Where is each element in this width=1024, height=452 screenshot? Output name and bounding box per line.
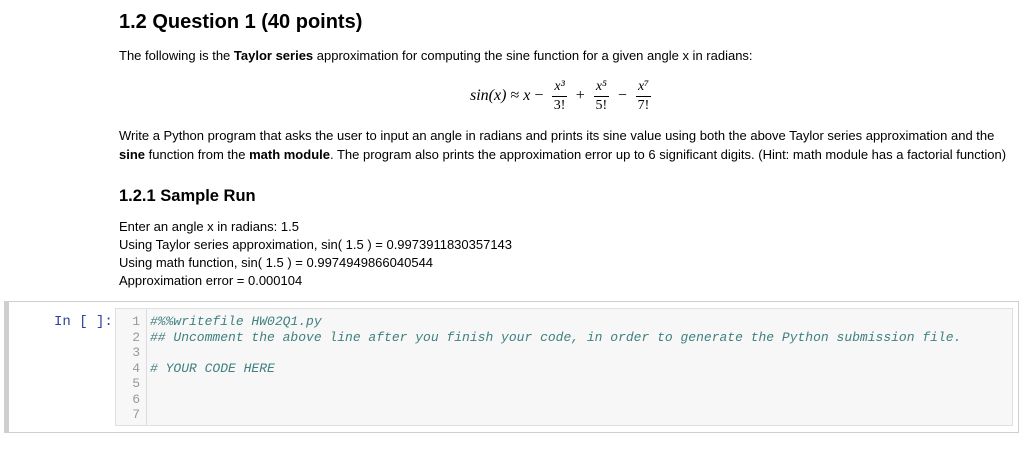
code-lines[interactable] — [116, 314, 1012, 423]
code-text[interactable] — [146, 345, 150, 361]
task-text-a: Write a Python program that asks the user to input an angle in radians and prints its sine value using both the above Taylor series approximation and the — [119, 128, 995, 143]
code-line[interactable] — [116, 407, 1012, 423]
line-number: 3 — [132, 345, 140, 360]
term-1-denominator: 3! — [553, 97, 566, 113]
term-2-denominator: 5! — [595, 97, 608, 113]
code-editor[interactable] — [115, 308, 1013, 426]
term-1-numerator: x³ — [552, 79, 566, 97]
formula-minus-1: − — [534, 87, 544, 104]
formula-minus-2: − — [617, 87, 627, 104]
term-2-numerator: x⁵ — [594, 79, 609, 97]
task-text-e: . The program also prints the approximation error up to 6 significant digits. (Hint: math module has a factorial function) — [329, 147, 1007, 162]
question-heading: 1.2 Question 1 (40 points) — [119, 11, 363, 33]
code-text[interactable] — [146, 392, 150, 408]
sample-run-output — [119, 218, 512, 290]
code-text[interactable]: # YOUR CODE HERE — [150, 360, 275, 376]
formula-plus: + — [575, 87, 585, 104]
task-bold-math-module: math module — [249, 147, 330, 162]
formula-approx: ≈ — [510, 87, 520, 104]
formula-term-1 — [552, 79, 566, 114]
formula-term-3 — [636, 79, 651, 114]
intro-suffix: approximation for computing the sine function for a given angle x in radians: — [313, 48, 753, 63]
sample-run-heading: 1.2.1 Sample Run — [119, 187, 256, 205]
task-text-c: function from the — [145, 147, 250, 162]
intro-bold-taylor: Taylor series — [233, 48, 314, 63]
term-3-denominator: 7! — [637, 97, 650, 113]
sample-run-line: Enter an angle x in radians: 1.5 — [119, 219, 299, 234]
task-paragraph — [119, 126, 1014, 164]
code-text[interactable] — [146, 376, 150, 392]
code-text[interactable] — [146, 407, 150, 423]
intro-paragraph — [119, 48, 753, 63]
code-line[interactable] — [116, 330, 1012, 346]
code-line[interactable] — [116, 376, 1012, 392]
line-number: 2 — [132, 329, 140, 345]
sample-run-line: Using Taylor series approximation, sin( 1.5 ) = 0.9973911830357143 — [119, 237, 513, 252]
cell-prompt: In [ ]: — [54, 314, 113, 330]
formula-term-2 — [594, 79, 609, 114]
code-line[interactable] — [116, 392, 1012, 408]
taylor-formula — [470, 74, 656, 118]
line-number: 4 — [132, 360, 140, 376]
task-bold-sine: sine — [119, 147, 146, 162]
sample-run-line: Using math function, sin( 1.5 ) = 0.9974949866040544 — [119, 255, 434, 270]
intro-prefix: The following is the — [119, 48, 234, 63]
code-line[interactable] — [116, 361, 1012, 377]
line-number: 6 — [132, 391, 140, 407]
formula-x: x — [523, 87, 531, 104]
code-line[interactable] — [116, 314, 1012, 330]
line-number: 7 — [132, 407, 140, 422]
code-line[interactable] — [116, 345, 1012, 361]
code-text[interactable]: ## Uncomment the above line after you finish your code, in order to generate the Python submission file. — [150, 329, 962, 345]
sample-run-line: Approximation error = 0.000104 — [119, 273, 303, 288]
line-number: 5 — [132, 376, 140, 391]
formula-lhs: sin(x) — [470, 87, 507, 104]
term-3-numerator: x⁷ — [636, 79, 651, 97]
code-text[interactable]: #%%writefile HW02Q1.py — [150, 314, 322, 329]
line-number: 1 — [132, 314, 140, 329]
